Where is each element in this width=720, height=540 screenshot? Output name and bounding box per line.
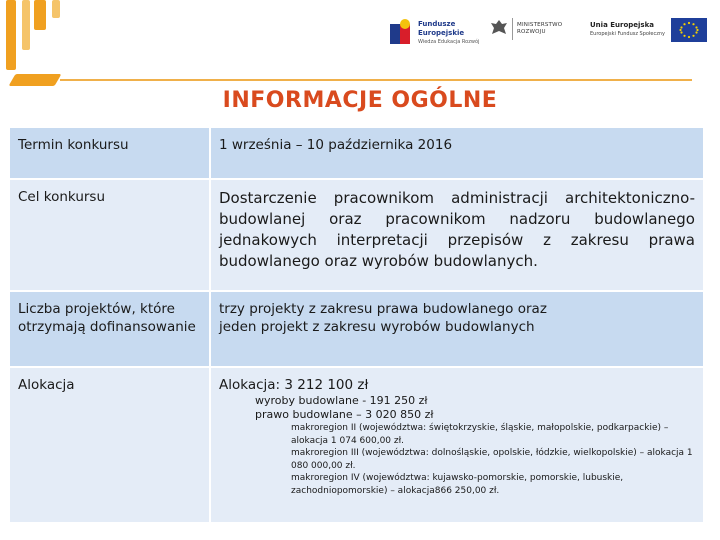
- fundusze-europejskie-logo: Fundusze Europejskie Wiedza Edukacja Rozwój: [388, 18, 479, 48]
- row-value: [210, 367, 703, 522]
- row-label: Cel konkursu: [10, 179, 210, 291]
- allocation-wyroby: wyroby budowlane - 191 250 zł: [255, 394, 428, 407]
- makroregion-iv: makroregion IV (województwa: kujawsko-pomorskie, pomorskie, lubuskie, zachodniopomorskie) – alokacja866 250,00 zł.: [291, 473, 624, 496]
- page-title: INFORMACJE OGÓLNE: [222, 88, 498, 113]
- ministerstwo-rozwoju-logo: MINISTERSTWO ROZWOJU: [490, 18, 562, 40]
- eu-flag-icon: [671, 18, 707, 42]
- header-rule: [60, 79, 692, 81]
- makroregion-ii: makroregion II (województwa: świętokrzyskie, śląskie, małopolskie, podkarpackie) – alokacja 1 074 600,00 zł.: [291, 423, 669, 446]
- row-label: Alokacja: [10, 367, 210, 522]
- unia-europejska-logo: Unia Europejska Europejski Fundusz Społeczny: [590, 18, 707, 42]
- table-row-liczba-projektow: [10, 291, 703, 367]
- allocation-prawo: prawo budowlane – 3 020 850 zł: [255, 408, 434, 421]
- table-row-cel: [10, 179, 703, 291]
- table-row-alokacja: [10, 367, 703, 522]
- row-label: Liczba projektów, które otrzymają dofinansowanie: [10, 291, 210, 367]
- row-value: Dostarczenie pracownikom administracji architektoniczno-budowlanej oraz pracownikom nadzoru budowlanego jednakowych interpretacji przepisów z zakresu prawa budowlanego oraz wyrobów budowlanych.: [210, 179, 703, 291]
- row-label: Termin konkursu: [10, 128, 210, 179]
- eagle-icon: [490, 18, 508, 40]
- table-row-termin: [10, 128, 703, 179]
- info-table: [10, 128, 703, 522]
- row-value: 1 września – 10 października 2016: [210, 128, 703, 179]
- allocation-total: Alokacja: 3 212 100 zł: [219, 377, 369, 393]
- makroregion-iii: makroregion III (województwa: dolnośląskie, opolskie, łódzkie, wielkopolskie) – alokacja 1 080 000,00 zł.: [291, 448, 693, 471]
- row-value: trzy projekty z zakresu prawa budowlanego oraz jeden projekt z zakresu wyrobów budowlanych: [210, 291, 703, 367]
- fe-star-icon: [388, 18, 414, 48]
